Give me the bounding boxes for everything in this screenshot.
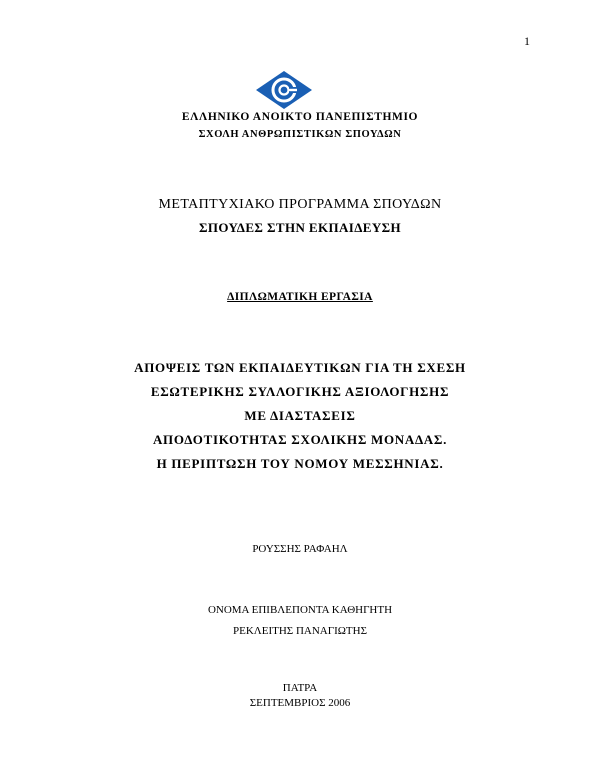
supervisor-name: ΡΕΚΛΕΙΤΗΣ ΠΑΝΑΓΙΩΤΗΣ	[233, 625, 367, 637]
university-name: ΕΛΛΗΝΙΚΟ ΑΝΟΙΚΤΟ ΠΑΝΕΠΙΣΤΗΜΙΟ	[181, 111, 419, 123]
page-number: 1	[524, 34, 530, 48]
program-name: ΜΕΤΑΠΤΥΧΙΑΚΟ ΠΡΟΓΡΑΜΜΑ ΣΠΟΥΔΩΝ	[158, 197, 442, 212]
thesis-title-line: ΜΕ ΔΙΑΣΤΑΣΕΙΣ	[244, 408, 356, 423]
thesis-title-line: Η ΠΕΡΙΠΤΩΣΗ ΤΟΥ ΝΟΜΟΥ ΜΕΣΣΗΝΙΑΣ.	[156, 456, 444, 471]
university-logo-icon	[255, 70, 313, 110]
author-name: ΡΟΥΣΣΗΣ ΡΑΦΑΗΛ	[252, 543, 348, 555]
studies-name: ΣΠΟΥΔΕΣ ΣΤΗΝ ΕΚΠΑΙΔΕΥΣΗ	[198, 220, 402, 235]
thesis-title-line: ΕΣΩΤΕΡΙΚΗΣ ΣΥΛΛΟΓΙΚΗΣ ΑΞΙΟΛΟΓΗΣΗΣ	[150, 384, 450, 399]
supervisor-label: ΟΝΟΜΑ ΕΠΙΒΛΕΠΟΝΤΑ ΚΑΘΗΓΗΤΗ	[207, 604, 393, 616]
thesis-title-line: ΑΠΟΨΕΙΣ ΤΩΝ ΕΚΠΑΙΔΕΥΤΙΚΩΝ ΓΙΑ ΤΗ ΣΧΕΣΗ	[134, 360, 466, 375]
thesis-title-line: ΑΠΟΔΟΤΙΚΟΤΗΤΑΣ ΣΧΟΛΙΚΗΣ ΜΟΝΑΔΑΣ.	[152, 432, 448, 447]
place-name: ΠΑΤΡΑ	[282, 682, 318, 694]
thesis-label: ΔΙΠΛΩΜΑΤΙΚΗ ΕΡΓΑΣΙΑ	[227, 291, 373, 303]
publication-date: ΣΕΠΤΕΜΒΡΙΟΣ 2006	[249, 697, 351, 709]
school-name: ΣΧΟΛΗ ΑΝΘΡΩΠΙΣΤΙΚΩΝ ΣΠΟΥΔΩΝ	[198, 129, 402, 140]
